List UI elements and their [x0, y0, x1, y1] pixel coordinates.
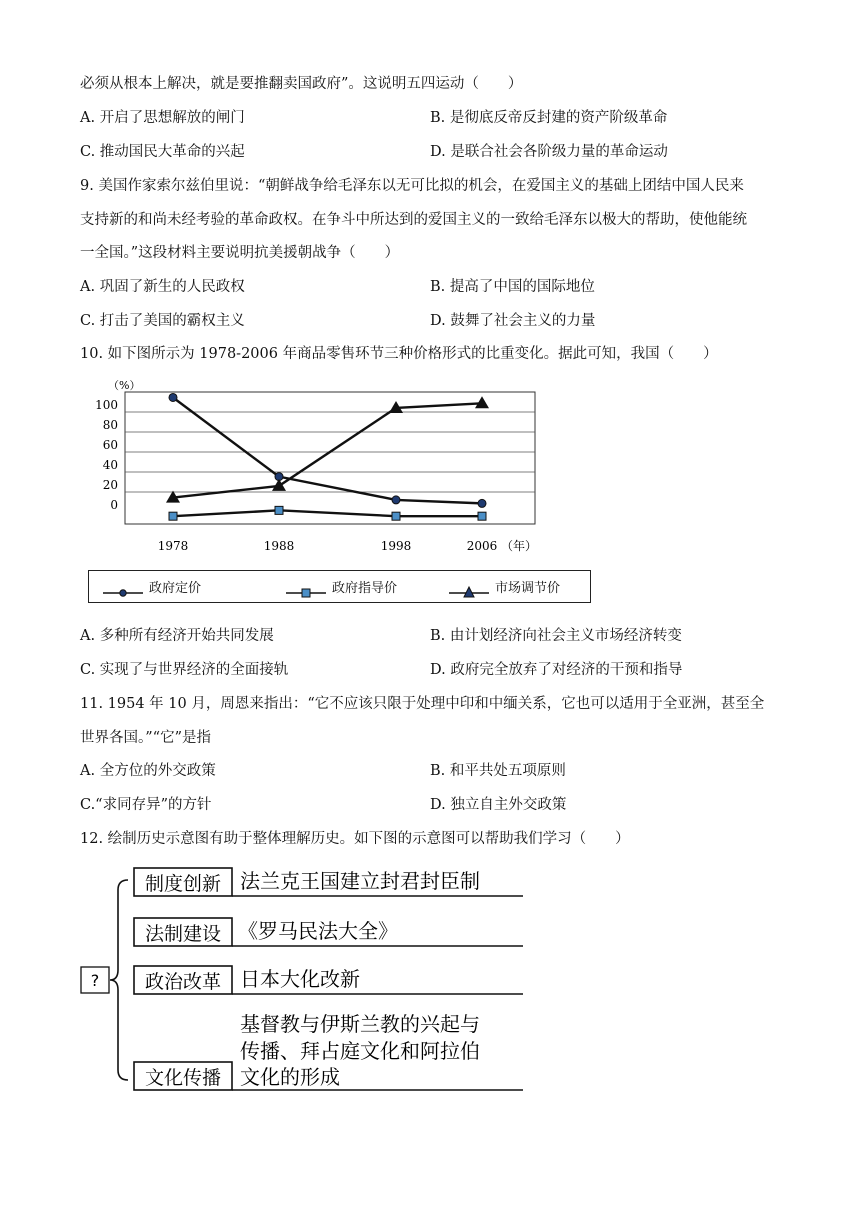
- series-line: [173, 403, 482, 497]
- data-point-square: [478, 512, 486, 520]
- branch-text-1: 法兰克王国建立封君封臣制: [240, 869, 480, 893]
- data-point-circle: [169, 393, 177, 401]
- option-8b[interactable]: B. 是彻底反帝反封建的资产阶级革命: [430, 110, 668, 126]
- legend-marker-square: [302, 589, 310, 597]
- data-point-square: [275, 506, 283, 514]
- question-9-line1: 9. 美国作家索尔兹伯里说：“朝鲜战争给毛泽东以无可比拟的机会，在爱国主义的基础上团结中国人民来: [80, 178, 744, 194]
- question-9-line2: 支持新的和尚未经考验的革命政权。在争斗中所达到的爱国主义的一致给毛泽东以极大的帮助，使他能统: [80, 212, 747, 228]
- y-tick-label: 20: [102, 478, 118, 492]
- data-point-square: [392, 512, 400, 520]
- legend-marker-triangle: [464, 587, 474, 597]
- question-10: 10. 如下图所示为 1978-2006 年商品零售环节三种价格形式的比重变化。据此可知，我国（ ）: [80, 346, 718, 362]
- y-tick-label: 0: [110, 498, 118, 512]
- option-9a[interactable]: A. 巩固了新生的人民政权: [80, 279, 245, 295]
- chart-series: [166, 393, 489, 520]
- series-1: [169, 393, 486, 507]
- option-8d[interactable]: D. 是联合社会各阶级力量的革命运动: [430, 144, 668, 160]
- option-9b[interactable]: B. 提高了中国的国际地位: [430, 279, 595, 295]
- branch-text-3: 日本大化改新: [240, 967, 360, 991]
- diagram-brace: [110, 880, 128, 1080]
- history-diagram: [80, 862, 540, 1102]
- branch-text-4-line1: 基督教与伊斯兰教的兴起与: [240, 1012, 480, 1036]
- data-point-triangle: [272, 479, 286, 491]
- x-tick-label: 2006: [466, 539, 498, 553]
- chart-x-tick-labels: [158, 538, 537, 553]
- x-axis-unit: （年）: [501, 539, 538, 553]
- branch-label-3: 政治改革: [144, 971, 222, 993]
- option-8c[interactable]: C. 推动国民大革命的兴起: [80, 144, 245, 160]
- option-10d[interactable]: D. 政府完全放弃了对经济的干预和指导: [430, 662, 683, 678]
- price-form-chart: [80, 372, 550, 557]
- option-10a[interactable]: A. 多种所有经济开始共同发展: [80, 628, 274, 644]
- y-tick-label: 80: [102, 418, 118, 432]
- data-point-square: [169, 512, 177, 520]
- option-11c[interactable]: C.“求同存异”的方针: [80, 797, 212, 813]
- x-tick-label: 1988: [263, 539, 295, 553]
- series-line: [173, 510, 482, 516]
- chart-legend: [88, 570, 591, 603]
- option-9c[interactable]: C. 打击了美国的霸权主义: [80, 313, 245, 329]
- option-8a[interactable]: A. 开启了思想解放的闸门: [80, 110, 245, 126]
- branch-label-1: 制度创新: [144, 873, 222, 895]
- option-9d[interactable]: D. 鼓舞了社会主义的力量: [430, 313, 596, 329]
- branch-label-4: 文化传播: [144, 1067, 222, 1089]
- y-tick-label: 60: [102, 438, 118, 452]
- y-tick-label: 100: [95, 398, 118, 412]
- branch-text-4-line2: 传播、拜占庭文化和阿拉伯: [240, 1039, 480, 1063]
- option-11b[interactable]: B. 和平共处五项原则: [430, 763, 566, 779]
- x-tick-label: 1998: [380, 539, 412, 553]
- y-tick-label: 40: [102, 458, 118, 472]
- data-point-triangle: [475, 396, 489, 408]
- data-point-circle: [478, 499, 486, 507]
- branch-text-2: 《罗马民法大全》: [238, 919, 398, 943]
- question-11-line1: 11. 1954 年 10 月，周恩来指出：“它不应该只限于处理中印和中缅关系，它也可以适用于全亚洲，甚至全: [80, 696, 765, 712]
- question-12: 12. 绘制历史示意图有助于整体理解历史。如下图的示意图可以帮助我们学习（ ）: [80, 831, 630, 847]
- branch-label-2: 法制建设: [144, 923, 222, 945]
- legend-label-market: 市场调节价: [495, 581, 561, 596]
- legend-marker-circle: [120, 590, 126, 596]
- data-point-circle: [392, 496, 400, 504]
- x-tick-label: 1978: [157, 539, 189, 553]
- line-q8-stem-end: 必须从根本上解决，就是要推翻卖国政府”。这说明五四运动（ ）: [80, 76, 523, 92]
- diagram-center-label: ?: [90, 971, 100, 990]
- question-11-line2: 世界各国。”“它”是指: [80, 730, 211, 746]
- series-line: [173, 397, 482, 503]
- y-axis-label: （%）: [108, 379, 141, 392]
- legend-label-gov-fixed: 政府定价: [149, 581, 202, 596]
- series-2: [169, 506, 486, 520]
- question-9-line3: 一全国。”这段材料主要说明抗美援朝战争（ ）: [80, 245, 400, 261]
- branch-text-4-line3: 文化的形成: [240, 1065, 340, 1089]
- option-11a[interactable]: A. 全方位的外交政策: [80, 763, 216, 779]
- option-10c[interactable]: C. 实现了与世界经济的全面接轨: [80, 662, 289, 678]
- legend-label-gov-guided: 政府指导价: [332, 581, 398, 596]
- option-10b[interactable]: B. 由计划经济向社会主义市场经济转变: [430, 628, 682, 644]
- option-11d[interactable]: D. 独立自主外交政策: [430, 797, 567, 813]
